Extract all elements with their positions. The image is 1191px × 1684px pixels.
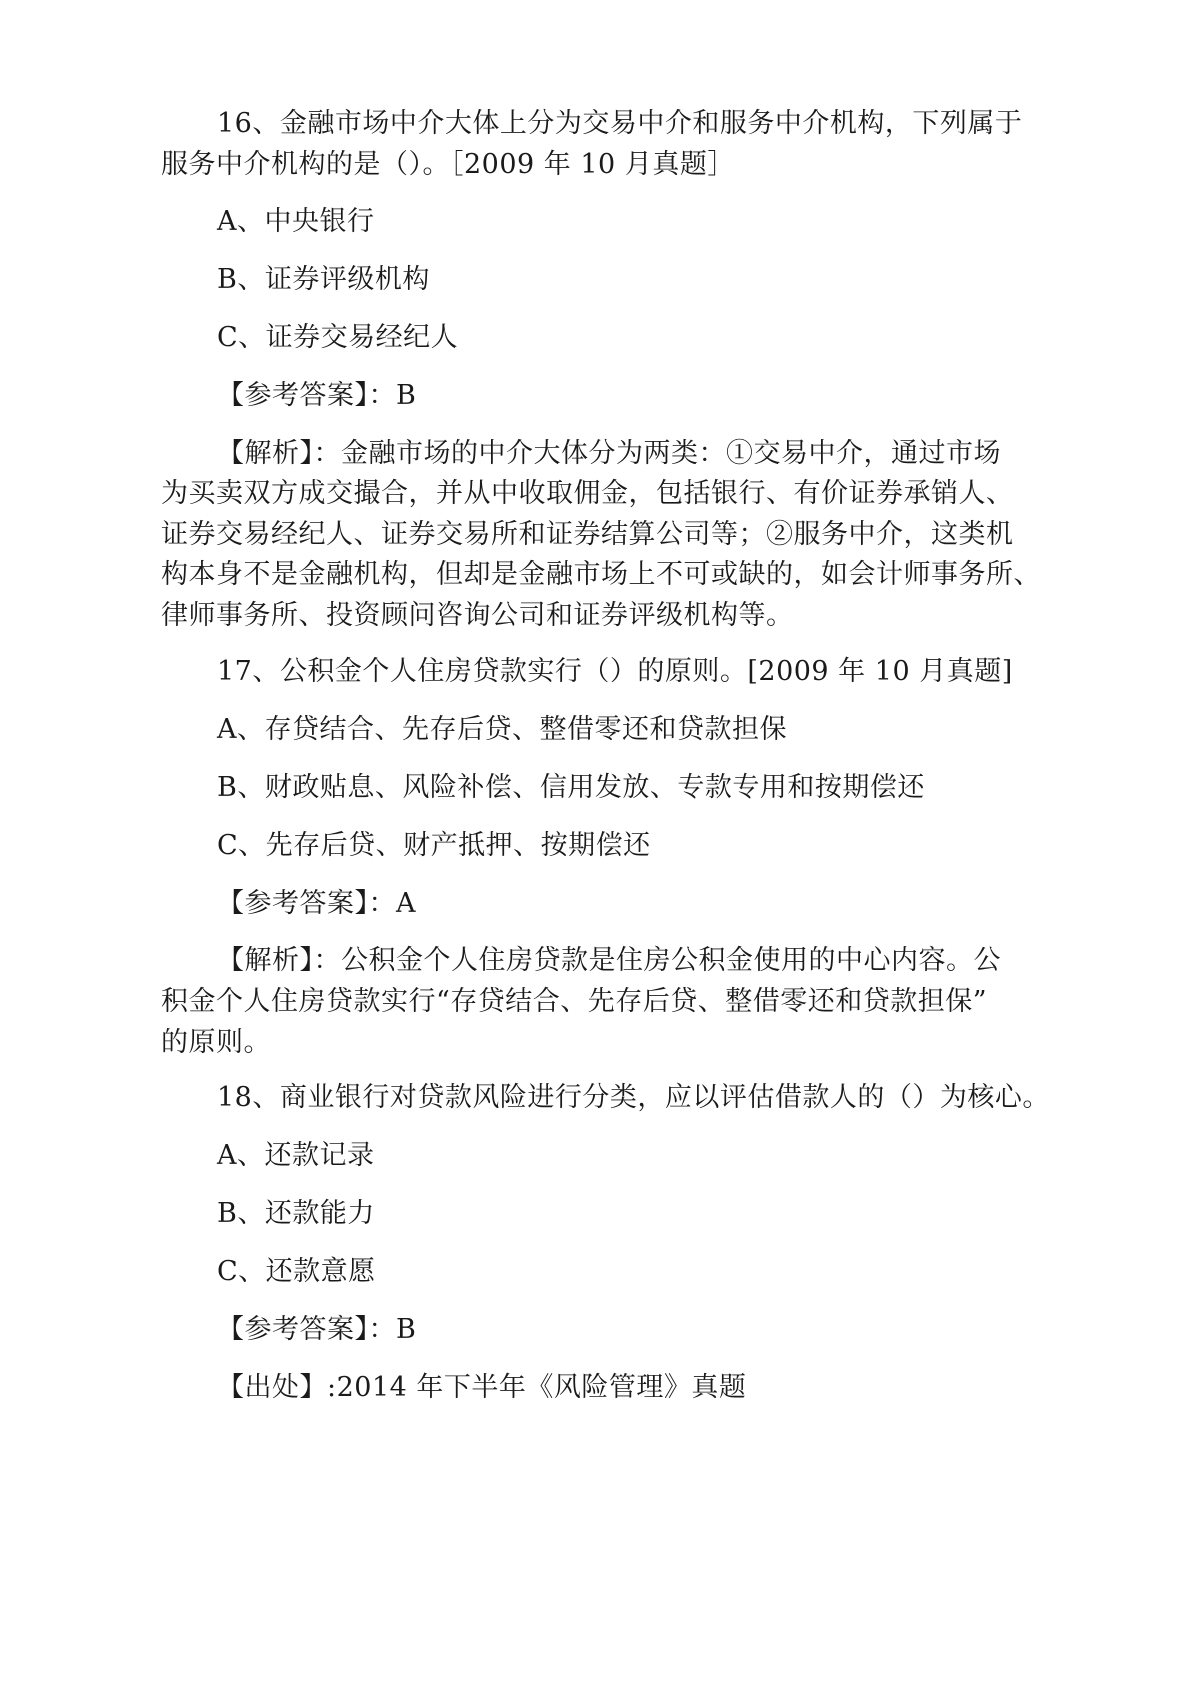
q18-answer: 【参考答案】：B — [217, 1314, 417, 1345]
q16-explanation-line-1: 【解析】：金融市场的中介大体分为两类：①交易中介，通过市场 — [217, 438, 1001, 469]
q18-option-b: B、还款能力 — [217, 1198, 375, 1229]
q17-stem-line-1: 17、公积金个人住房贷款实行（）的原则。[2009 年 10 月真题] — [217, 656, 1013, 687]
q16-option-a: A、中央银行 — [217, 206, 375, 237]
q18-option-a: A、还款记录 — [217, 1140, 375, 1171]
q16-explanation-line-5: 律师事务所、投资顾问咨询公司和证券评级机构等。 — [161, 600, 794, 631]
q16-stem-line-2: 服务中介机构的是（）。［2009 年 10 月真题］ — [161, 149, 735, 180]
q16-explanation-line-3: 证券交易经纪人、证券交易所和证券结算公司等；②服务中介，这类机 — [161, 519, 1014, 550]
q16-explanation-line-2: 为买卖双方成交撮合，并从中收取佣金，包括银行、有价证券承销人、 — [161, 478, 1014, 509]
q16-option-c: C、证券交易经纪人 — [217, 322, 459, 353]
q17-explanation-line-2: 积金个人住房贷款实行“存贷结合、先存后贷、整借零还和贷款担保” — [161, 986, 988, 1017]
q17-option-c: C、先存后贷、财产抵押、按期偿还 — [217, 830, 651, 861]
q16-stem-line-1: 16、金融市场中介大体上分为交易中介和服务中介机构，下列属于 — [217, 108, 1023, 139]
q16-option-b: B、证券评级机构 — [217, 264, 430, 295]
q18-option-c: C、还款意愿 — [217, 1256, 376, 1287]
q16-answer: 【参考答案】：B — [217, 380, 417, 411]
q17-option-a: A、存贷结合、先存后贷、整借零还和贷款担保 — [217, 714, 787, 745]
q17-explanation-line-1: 【解析】：公积金个人住房贷款是住房公积金使用的中心内容。公 — [217, 945, 1001, 976]
q16-explanation-line-4: 构本身不是金融机构，但却是金融市场上不可或缺的，如会计师事务所、 — [161, 559, 1041, 590]
q17-explanation-line-3: 的原则。 — [161, 1027, 271, 1058]
q17-answer: 【参考答案】：A — [217, 888, 416, 919]
q18-source: 【出处】:2014 年下半年《风险管理》真题 — [217, 1372, 747, 1403]
q18-stem-line-1: 18、商业银行对贷款风险进行分类，应以评估借款人的（）为核心。 — [217, 1082, 1050, 1113]
q17-option-b: B、财政贴息、风险补偿、信用发放、专款专用和按期偿还 — [217, 772, 925, 803]
